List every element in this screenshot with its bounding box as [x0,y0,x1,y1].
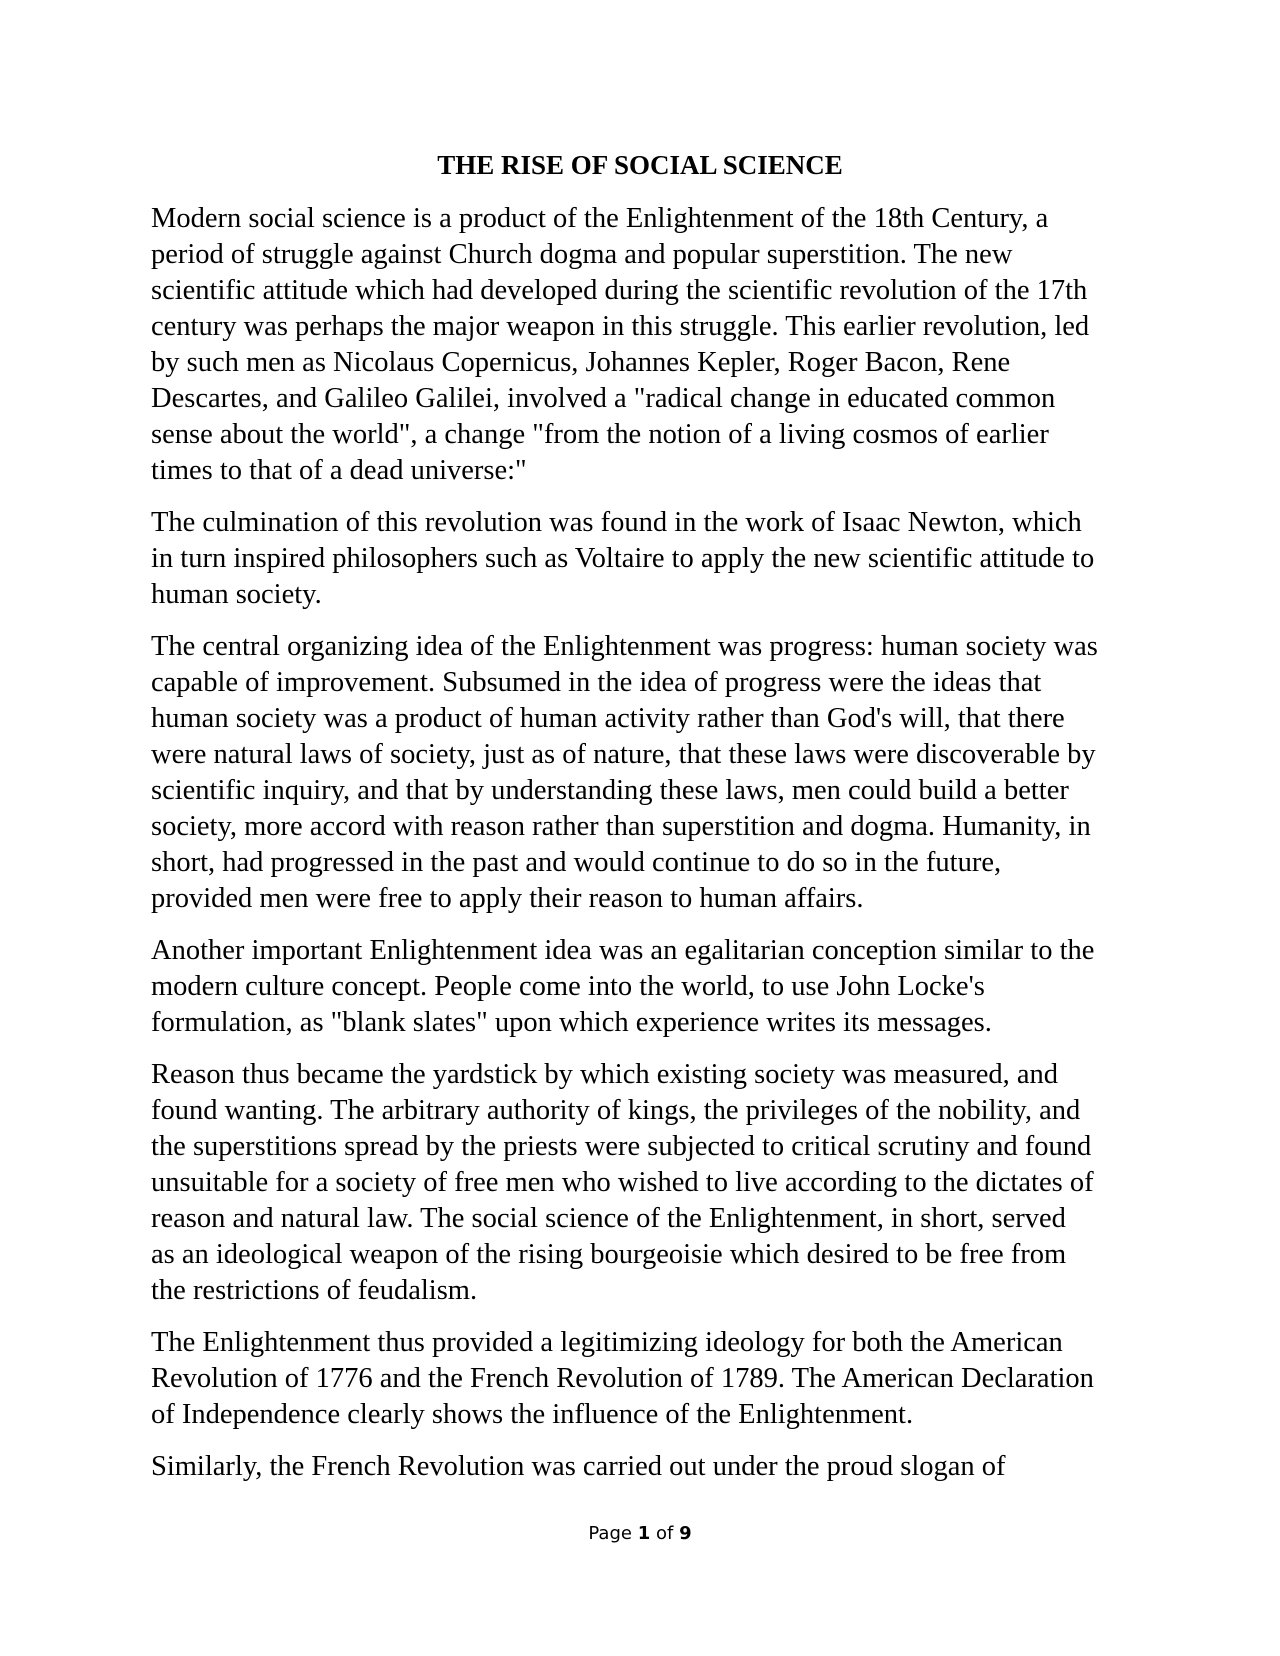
text-line: the superstitions spread by the priests were subjected to critical scrutiny and found [151,1131,1092,1162]
text-line: Reason thus became the yardstick by which existing society was measured, and [151,1059,1059,1090]
paragraph [151,201,1136,489]
page-label: Page [588,1523,632,1544]
text-line: short, had progressed in the past and would continue to do so in the future, [151,847,1002,878]
text-line: The culmination of this revolution was found in the work of Isaac Newton, which [151,507,1082,538]
page-of-label: of [655,1523,674,1544]
text-line: period of struggle against Church dogma and popular superstition. The new [151,239,1013,270]
page-footer [0,1523,1280,1544]
text-line: modern culture concept. People come into the world, to use John Locke's [151,971,985,1002]
paragraph [151,505,1136,613]
text-line: Revolution of 1776 and the French Revolution of 1789. The American Declaration [151,1363,1094,1394]
text-line: The central organizing idea of the Enlightenment was progress: human society was [151,631,1098,662]
text-line: The Enlightenment thus provided a legitimizing ideology for both the American [151,1327,1063,1358]
text-line: capable of improvement. Subsumed in the idea of progress were the ideas that [151,667,1042,698]
text-line: provided men were free to apply their reason to human affairs. [151,883,864,914]
paragraph [151,1325,1136,1433]
text-line: in turn inspired philosophers such as Voltaire to apply the new scientific attitude to [151,543,1095,574]
text-line: Modern social science is a product of the Enlightenment of the 18th Century, a [151,203,1049,234]
paragraph [151,1449,1136,1485]
text-line: century was perhaps the major weapon in this struggle. This earlier revolution, led [151,311,1090,342]
text-line: society, more accord with reason rather than superstition and dogma. Humanity, in [151,811,1091,842]
paragraph [151,933,1136,1041]
paragraph [151,629,1136,917]
text-line: Similarly, the French Revolution was carried out under the proud slogan of [151,1451,1006,1482]
text-line: times to that of a dead universe:" [151,455,527,486]
text-line: sense about the world", a change "from the notion of a living cosmos of earlier [151,419,1049,450]
text-line: found wanting. The arbitrary authority of kings, the privileges of the nobility, and [151,1095,1081,1126]
document-body [151,201,1136,1501]
text-line: scientific inquiry, and that by understanding these laws, men could build a better [151,775,1069,806]
text-line: as an ideological weapon of the rising bourgeoisie which desired to be free from [151,1239,1067,1270]
text-line: human society. [151,579,322,610]
text-line: formulation, as "blank slates" upon which experience writes its messages. [151,1007,992,1038]
text-line: scientific attitude which had developed during the scientific revolution of the 17th [151,275,1088,306]
text-line: the restrictions of feudalism. [151,1275,478,1306]
text-line: of Independence clearly shows the influence of the Enlightenment. [151,1399,914,1430]
text-line: unsuitable for a society of free men who wished to live according to the dictates of [151,1167,1094,1198]
document-title: THE RISE OF SOCIAL SCIENCE [437,150,843,180]
text-line: were natural laws of society, just as of nature, that these laws were discoverable by [151,739,1096,770]
total-pages-number: 9 [679,1523,692,1544]
paragraph [151,1057,1136,1309]
current-page-number: 1 [637,1523,651,1544]
text-line: human society was a product of human activity rather than God's will, that there [151,703,1065,734]
text-line: Descartes, and Galileo Galilei, involved a "radical change in educated common [151,383,1056,414]
text-line: reason and natural law. The social science of the Enlightenment, in short, served [151,1203,1066,1234]
text-line: by such men as Nicolaus Copernicus, Johannes Kepler, Roger Bacon, Rene [151,347,1011,378]
text-line: Another important Enlightenment idea was an egalitarian conception similar to the [151,935,1095,966]
